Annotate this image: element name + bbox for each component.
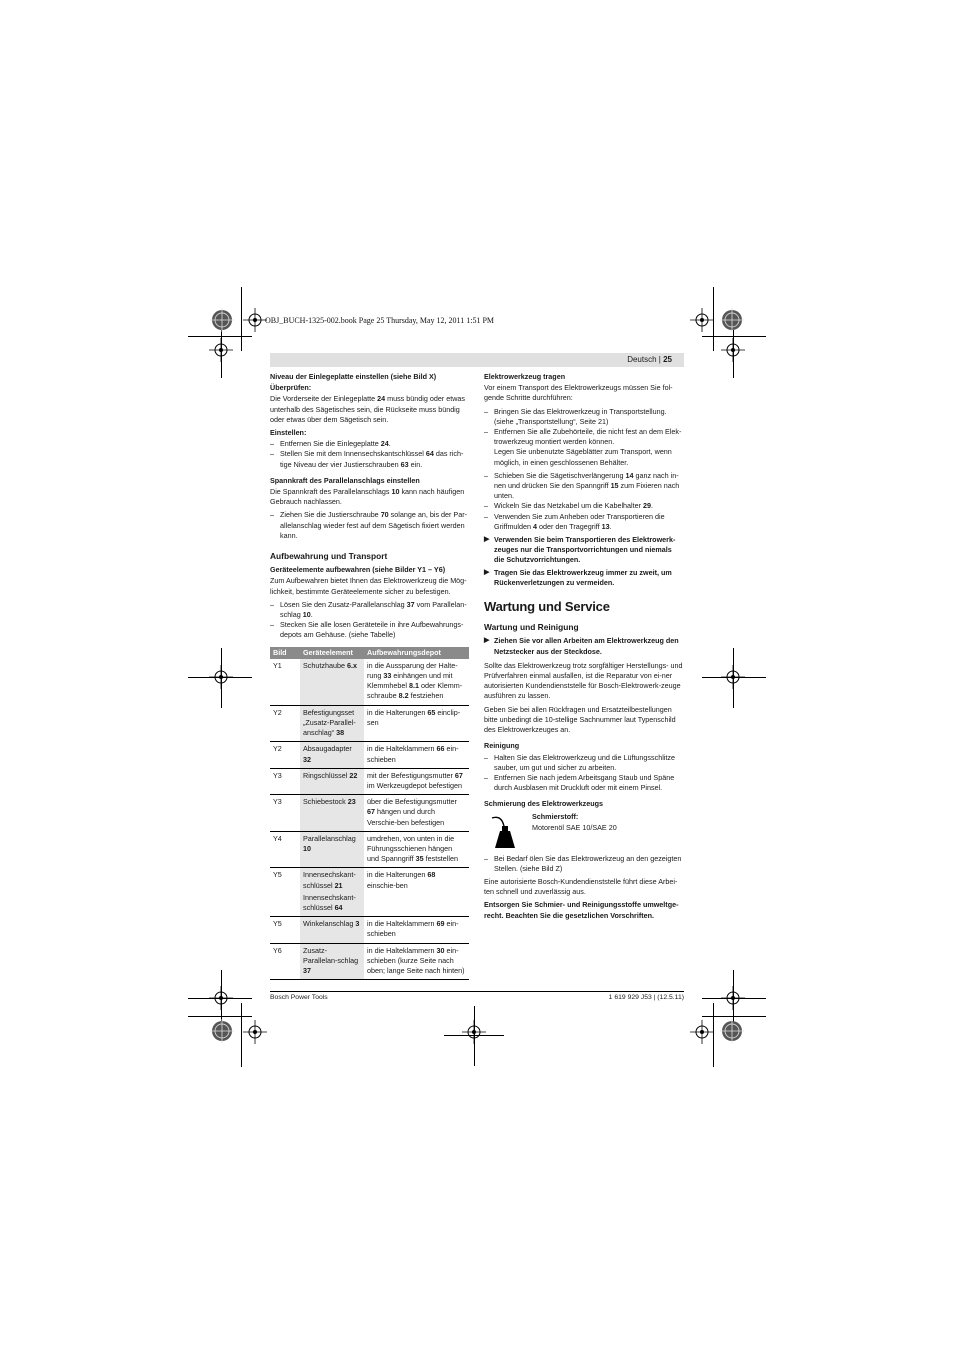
page-header bbox=[627, 355, 672, 364]
arrow-icon: ▶ bbox=[484, 637, 490, 645]
arrow-icon: ▶ bbox=[484, 568, 490, 576]
page-number: 25 bbox=[663, 355, 672, 364]
paragraph: Die Spannkraft des Parallelanschlags 10 kann nach häufigen Gebrauch nachlassen. bbox=[270, 487, 465, 507]
paragraph: Sollte das Elektrowerkzeug trotz sorgfältiger Herstellungs- und Prüfverfahren einmal ausfallen, ist die Reparatur von ei-ner autorisierten Kundendienststelle für Bosch-Elektrowerk-zeuge ausführen zu lassen. bbox=[484, 660, 683, 701]
section-title: Elektrowerkzeug tragen bbox=[484, 372, 566, 381]
right-column bbox=[484, 372, 684, 924]
section-title: Schmierung des Elektrowerkzeugs bbox=[484, 799, 604, 809]
crosshair-target-icon bbox=[209, 665, 233, 689]
paragraph: Entsorgen Sie Schmier- und Reinigungsstoffe umweltge-recht. Beachten Sie die gesetzlichen Vorschriften. bbox=[484, 900, 679, 920]
section-heading: Aufbewahrung und Transport bbox=[270, 551, 388, 562]
lubricant-label: Schmierstoff: bbox=[532, 811, 579, 821]
table-row: Y3 Ringschlüssel 22 mit der Befestigungsmutter 67 im Werkzeugdepot befestigen bbox=[270, 768, 469, 794]
crosshair-target-icon bbox=[243, 1020, 267, 1044]
column-header: Bild bbox=[270, 647, 300, 659]
paragraph: Die Vorderseite der Einlegeplatte 24 muss bündig oder etwas unterhalb des Sägetisches sein, die Rückseite muss bündig oder etwas über dem Sägetisch sein. bbox=[270, 394, 465, 424]
section-title: Reinigung bbox=[484, 741, 520, 751]
table-row: Y3 Schiebestock 23 über die Befestigungsmutter 67 hängen und durch Verschie-ben befestigen bbox=[270, 795, 469, 832]
footer-doc-number: 1 619 929 J53 | (12.5.11) bbox=[608, 994, 684, 1001]
list-item: – Lösen Sie den Zusatz-Parallelanschlag 37 vom Parallelan-schlag 10. bbox=[270, 599, 467, 620]
paragraph: Zum Aufbewahren bietet Ihnen das Elektrowerkzeug die Mög-lichkeit, bestimmte Geräteelemente sicher zu befestigen. bbox=[270, 576, 467, 596]
subheading: Geräteelemente aufbewahren (siehe Bilder Y1 – Y6) bbox=[270, 565, 446, 575]
section-heading: Wartung und Reinigung bbox=[484, 622, 579, 633]
list-item: – Ziehen Sie die Justierschraube 70 solange an, bis der Par-allelanschlag wieder fest auf dem Sägetisch fixiert werden kann. bbox=[270, 510, 467, 540]
crosshair-target-icon bbox=[721, 665, 745, 689]
crosshair-target-icon bbox=[690, 308, 714, 332]
crosshair-target-icon bbox=[690, 1020, 714, 1044]
list-item: – Wickeln Sie das Netzkabel um die Kabelhalter 29. bbox=[484, 501, 654, 511]
list-item: – Entfernen Sie nach jedem Arbeitsgang Staub und Späne durch Ausblasen mit Druckluft oder mit einem Pinsel. bbox=[484, 772, 675, 793]
table-row: Y6 Zusatz-Parallelan-schlag 37 in die Halteklammern 30 ein-schieben (kurze Seite nach oben; lange Seite nach hinten) bbox=[270, 943, 469, 980]
storage-table bbox=[270, 647, 469, 980]
paragraph: Legen Sie unbenutzte Sägeblätter zum Transport, wenn möglich, in einen geschlossenen Behälter. bbox=[494, 447, 672, 467]
lubricant-info bbox=[484, 812, 684, 850]
crosshair-target-icon bbox=[243, 308, 267, 332]
warning-item: ▶ Tragen Sie das Elektrowerkzeug immer zu zweit, um Rückenverletzungen zu vermeiden. bbox=[484, 567, 672, 587]
paragraph: Vor einem Transport des Elektrowerkzeugs müssen Sie fol-gende Schritte durchführen: bbox=[484, 383, 673, 403]
list-item: – Stellen Sie mit dem Innensechskantschlüssel 64 das rich-tige Niveau der vier Justierschrauben 63 ein. bbox=[270, 449, 464, 469]
crosshair-target-icon bbox=[721, 338, 745, 362]
list-item: – Entfernen Sie die Einlegeplatte 24. bbox=[270, 439, 391, 449]
list-item: – Halten Sie das Elektrowerkzeug und die Lüftungsschlitze sauber, um gut und sicher zu arbeiten. bbox=[484, 752, 675, 772]
crosshair-target-icon bbox=[721, 986, 745, 1010]
footer-rule bbox=[270, 991, 684, 992]
lubricant-value: Motorenöl SAE 10/SAE 20 bbox=[532, 822, 617, 832]
list-item: – Entfernen Sie alle Zubehörteile, die nicht fest an dem Elek-trowerkzeug montiert werden können. bbox=[484, 427, 682, 447]
registration-mark-icon bbox=[716, 304, 748, 336]
warning-item: ▶ Ziehen Sie vor allen Arbeiten am Elektrowerkzeug den Netzstecker aus der Steckdose. bbox=[484, 636, 679, 656]
paragraph: Geben Sie bei allen Rückfragen und Ersatzteilbestellungen bitte unbedingt die 10-stellige Sachnummer laut Typenschild des Elektrowerkzeuges an. bbox=[484, 704, 676, 735]
subheading: Überprüfen: bbox=[270, 383, 312, 393]
arrow-icon: ▶ bbox=[484, 536, 490, 544]
print-slug: OBJ_BUCH-1325-002.book Page 25 Thursday, May 12, 2011 1:51 PM bbox=[265, 316, 495, 325]
registration-mark-icon bbox=[206, 1015, 238, 1047]
crosshair-target-icon bbox=[209, 986, 233, 1010]
list-item: – Bringen Sie das Elektrowerkzeug in Transportstellung. (siehe „Transportstellung“, Seite 21) bbox=[484, 406, 667, 426]
table-row: Y1 Schutzhaube 6.x in die Aussparung der Halte-rung 33 einhängen und mit Klemmhebel 8.1 oder Klemm-schraube 8.2 festziehen bbox=[270, 659, 469, 705]
table-row: Y2 Absaugadapter 32 in die Halteklammern 66 ein-schieben bbox=[270, 742, 469, 768]
list-item: – Schieben Sie die Sägetischverlängerung 14 ganz nach in-nen und drücken Sie den Spanngriff 15 zum Fixieren nach unten. bbox=[484, 470, 680, 501]
crosshair-target-icon bbox=[209, 338, 233, 362]
oil-can-icon bbox=[484, 812, 524, 850]
table-row: Y2 Befestigungsset „Zusatz-Parallel-anschlag“ 38 in die Halterungen 65 einclip-sen bbox=[270, 705, 469, 742]
registration-mark-icon bbox=[206, 304, 238, 336]
section-title: Niveau der Einlegeplatte einstellen (siehe Bild X) bbox=[270, 372, 437, 381]
section-title: Spannkraft des Parallelanschlags einstellen bbox=[270, 475, 420, 485]
warning-item: ▶ Verwenden Sie beim Transportieren des Elektrowerk-zeuges nur die Transportvorrichtungen und niemals die Schutzvorrichtungen. bbox=[484, 535, 676, 565]
column-header: Geräteelement bbox=[300, 647, 364, 659]
left-column bbox=[270, 372, 470, 980]
header-language: Deutsch bbox=[627, 355, 657, 364]
registration-mark-icon bbox=[716, 1015, 748, 1047]
column-header: Aufbewahrungsdepot bbox=[364, 647, 469, 659]
paragraph: Eine autorisierte Bosch-Kundendienststelle führt diese Arbei-ten schnell und zuverlässig aus. bbox=[484, 876, 678, 897]
page-header-bar bbox=[270, 353, 684, 367]
footer-brand: Bosch Power Tools bbox=[270, 994, 328, 1001]
table-row: Y5 Winkelanschlag 3 in die Halteklammern 69 ein-schieben bbox=[270, 917, 469, 943]
chapter-heading: Wartung und Service bbox=[484, 599, 610, 615]
header-separator: | bbox=[658, 355, 661, 364]
list-item: – Stecken Sie alle losen Geräteteile in ihre Aufbewahrungs-depots am Gehäuse. (siehe Tabelle) bbox=[270, 620, 464, 640]
table-row: Y5 Innensechskant-schlüssel 21 Innensechskant-schlüssel 64 in die Halterungen 68 einschie-ben bbox=[270, 868, 469, 917]
list-item: – Bei Bedarf ölen Sie das Elektrowerkzeug an den gezeigten Stellen. (siehe Bild Z) bbox=[484, 853, 682, 873]
list-item: – Verwenden Sie zum Anheben oder Transportieren die Griffmulden 4 oder den Tragegriff 13. bbox=[484, 511, 665, 531]
subheading: Einstellen: bbox=[270, 428, 307, 438]
crosshair-target-icon bbox=[462, 1020, 486, 1044]
table-header-row bbox=[270, 647, 469, 659]
table-row: Y4 Parallelanschlag 10 umdrehen, von unten in die Führungsschienen hängen und Spanngriff 35 feststellen bbox=[270, 831, 469, 868]
